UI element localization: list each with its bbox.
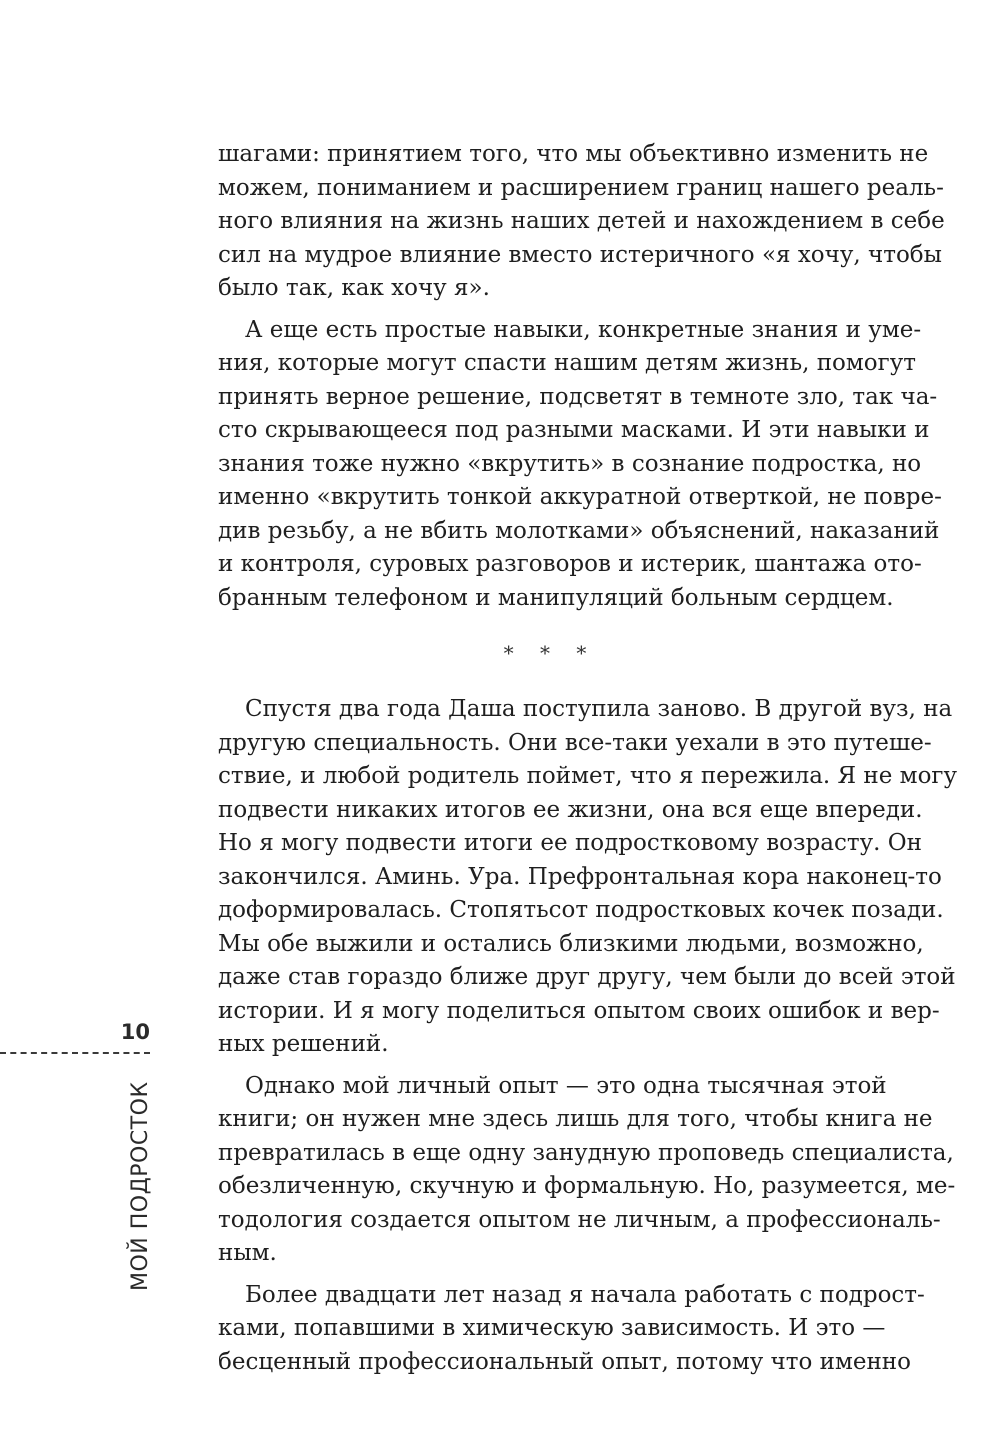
text-line: Более двадцати лет назад я начала работать с подрост- (245, 1281, 925, 1308)
text-line: бесценный профессиональный опыт, потому что именно (218, 1348, 911, 1375)
text-line: ного влияния на жизнь наших детей и нахождением в себе (218, 208, 945, 234)
text-line: сил на мудрое влияние вместо истеричного «я хочу, чтобы (218, 241, 942, 268)
paragraphs-after-break (218, 693, 957, 1379)
dashed-divider (0, 1052, 150, 1054)
text-line: можем, пониманием и расширением границ нашего реаль- (218, 174, 944, 201)
text-line: принять верное решение, подсветят в темноте зло, так ча- (218, 383, 938, 410)
text-line: сто скрывающееся под разными масками. И эти навыки и (218, 417, 930, 443)
text-line: и контроля, суровых разговоров и истерик, шантажа ото- (218, 551, 922, 577)
text-line: книги; он нужен мне здесь лишь для того, чтобы книга не (218, 1106, 933, 1132)
text-line: доформировалась. Стопятьсот подростковых кочек позади. (218, 897, 944, 923)
text-line: даже став гораздо ближе друг другу, чем были до всей этой (218, 964, 956, 990)
text-line: ками, попавшими в химическую зависимость. И это — (218, 1315, 886, 1341)
text-line: тодология создается опытом не личным, а профессиональ- (218, 1206, 941, 1233)
text-line: бранным телефоном и манипуляций больным сердцем. (218, 584, 894, 611)
text-line: превратилась в еще одну занудную проповедь специалиста, (218, 1139, 954, 1166)
text-line: шагами: принятием того, что мы объективно изменить не (218, 141, 929, 167)
paragraph (218, 314, 942, 616)
section-break-asterisks: * * * (503, 641, 597, 665)
paragraph (218, 693, 957, 1062)
text-line: ствие, и любой родитель поймет, что я пережила. Я не могу (218, 763, 957, 789)
text-line: Мы обе выжили и остались близкими людьми, возможно, (218, 930, 924, 957)
text-line: закончился. Аминь. Ура. Префронтальная кора наконец-то (218, 863, 942, 890)
text-line: обезличенную, скучную и формальную. Но, разумеется, ме- (218, 1173, 956, 1199)
text-line: див резьбу, а не вбить молотками» объяснений, наказаний (218, 517, 940, 544)
body-text (218, 138, 957, 1387)
text-line: Спустя два года Даша поступила заново. В другой вуз, на (245, 696, 953, 722)
text-line: подвести никаких итогов ее жизни, она вся еще впереди. (218, 796, 923, 823)
running-title: МОЙ ПОДРОСТОК (128, 1081, 153, 1291)
page-number: 10 (120, 1020, 150, 1044)
text-line: Однако мой личный опыт — это одна тысячная этой (245, 1072, 887, 1099)
text-line: ным. (218, 1240, 277, 1266)
text-line: ных решений. (218, 1031, 389, 1057)
text-line: ния, которые могут спасти нашим детям жизнь, помогут (218, 350, 916, 376)
text-line: А еще есть простые навыки, конкретные знания и уме- (245, 316, 922, 343)
text-line: другую специальность. Они все-таки уехали в это путеше- (218, 729, 932, 756)
text-line: именно «вкрутить тонкой аккуратной отверткой, не повре- (218, 484, 942, 510)
text-line: знания тоже нужно «вкрутить» в сознание подростка, но (218, 450, 922, 477)
paragraph (218, 1279, 925, 1380)
text-line: было так, как хочу я». (218, 275, 490, 301)
paragraph (218, 1070, 956, 1271)
text-line: истории. И я могу поделиться опытом своих ошибок и вер- (218, 997, 940, 1024)
text-line: Но я могу подвести итоги ее подростковому возрасту. Он (218, 830, 922, 856)
paragraph (218, 138, 945, 306)
paragraphs-before-break (218, 138, 945, 615)
